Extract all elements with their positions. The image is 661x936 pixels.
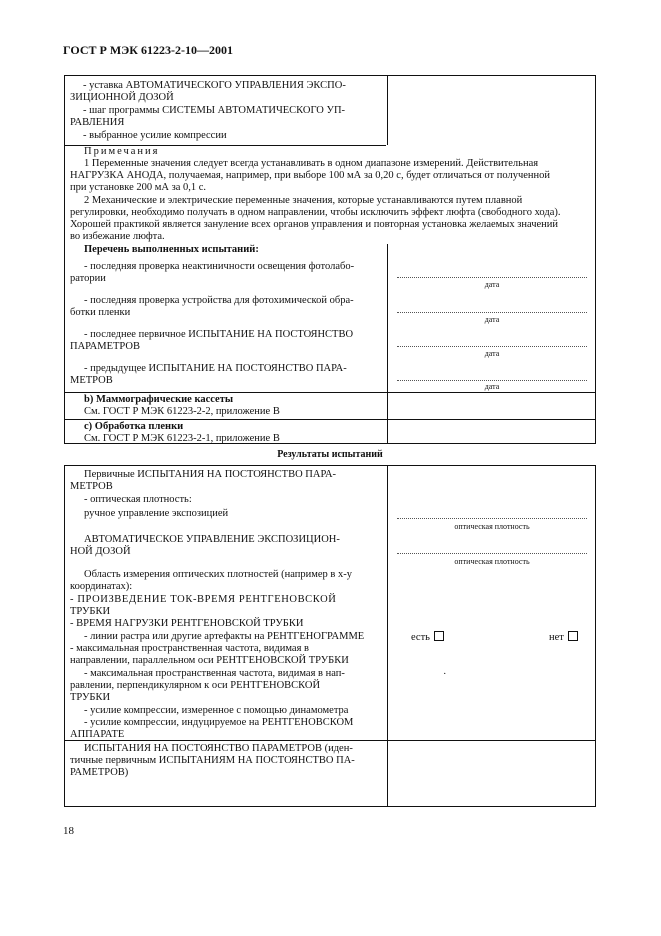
results-title: Результаты испытаний xyxy=(277,449,383,460)
notes-line-1: 1 Переменные значения следует всегда устанавливать в одном диапазоне измерений. Действительная xyxy=(84,158,539,169)
block1-line-5: - выбранное усилие компрессии xyxy=(83,130,227,141)
yes-checkbox[interactable] xyxy=(434,631,444,641)
no-option[interactable] xyxy=(549,631,578,644)
test-4-line-2: МЕТРОВ xyxy=(70,375,113,386)
block1-line-1: - уставка АВТОМАТИЧЕСКОГО УПРАВЛЕНИЯ ЭКСПО- xyxy=(83,80,346,91)
results-line-4: ручное управление экспозицией xyxy=(84,508,229,519)
notes-line-6: Хорошей практикой является зануление всех органов управления и повторная установка желаемых значений xyxy=(70,219,559,230)
results-line-9: - ПРОИЗВЕДЕНИЕ ТОК-ВРЕМЯ РЕНТГЕНОВСКОЙ xyxy=(70,594,337,605)
test-1-line-2: ратории xyxy=(70,273,106,284)
notes-line-3: при установке 200 мА за 0,1 с. xyxy=(70,182,207,193)
results-line-5: АВТОМАТИЧЕСКОЕ УПРАВЛЕНИЕ ЭКСПОЗИЦИОН- xyxy=(84,534,340,545)
test-3-line-2: ПАРАМЕТРОВ xyxy=(70,341,140,352)
notes-line-4: 2 Механические и электрические переменные значения, которые устанавливаются путем плавной xyxy=(84,195,523,206)
date-caption-2: дата xyxy=(484,315,500,324)
block1-line-3: - шаг программы СИСТЕМЫ АВТОМАТИЧЕСКОГО УП- xyxy=(83,105,346,116)
results-line-3: - оптическая плотность: xyxy=(84,494,192,505)
date-line-1 xyxy=(397,277,587,278)
final-line-3: РАМЕТРОВ) xyxy=(70,767,129,778)
density-line-2 xyxy=(397,553,587,554)
document-header: ГОСТ Р МЭК 61223-2-10—2001 xyxy=(63,43,233,57)
notes-line-7: во избежание люфта. xyxy=(70,231,165,242)
date-caption-4: дата xyxy=(484,382,500,391)
notes-heading: Примечания xyxy=(84,146,160,157)
results-line-8: координатах): xyxy=(70,581,133,592)
results-line-16: равлении, перпендикулярном к оси РЕНТГЕНОВСКОЙ xyxy=(70,680,321,691)
no-label: нет xyxy=(549,632,564,643)
cassettes-ref: См. ГОСТ Р МЭК 61223-2-2, приложение В xyxy=(84,406,280,417)
test-4-line-1: - предыдущее ИСПЫТАНИЕ НА ПОСТОЯНСТВО ПАРА- xyxy=(84,363,347,374)
final-row-top-line xyxy=(65,740,595,741)
block1-line-2: ЗИЦИОННОЙ ДОЗОЙ xyxy=(70,92,174,103)
results-line-18: - усилие компрессии, измеренное с помощью динамометра xyxy=(84,705,349,716)
upper-table xyxy=(64,75,596,444)
upper-table-divider-bottom xyxy=(387,244,388,443)
final-line-2: тичные первичным ИСПЫТАНИЯМ НА ПОСТОЯНСТВО ПА- xyxy=(70,755,355,766)
test-1-line-1: - последняя проверка неактиничности освещения фотолабо- xyxy=(84,261,355,272)
density-caption-1: оптическая плотность xyxy=(454,522,530,531)
date-caption-3: дата xyxy=(484,349,500,358)
results-line-13: - максимальная пространственная частота, видимая в xyxy=(70,643,309,654)
final-line-1: ИСПЫТАНИЯ НА ПОСТОЯНСТВО ПАРАМЕТРОВ (иден- xyxy=(84,743,353,754)
processing-ref: См. ГОСТ Р МЭК 61223-2-1, приложение В xyxy=(84,433,280,444)
date-line-4 xyxy=(397,380,587,381)
stray-dot: · xyxy=(443,669,447,680)
notes-line-5: регулировки, необходимо получать в одном направлении, чтобы исключить эффект люфта (свободного хода). xyxy=(70,207,561,218)
results-table xyxy=(64,465,596,807)
notes-line-2: НАГРУЗКА АНОДА, получаемая, например, при выборе 100 мА за 0,20 с, будет отличаться от полученной xyxy=(70,170,550,181)
cassettes-top-line xyxy=(65,392,595,393)
results-line-7: Область измерения оптических плотностей (например в x-y xyxy=(84,569,353,580)
results-line-15: - максимальная пространственная частота, видимая в нап- xyxy=(84,668,345,679)
density-line-1 xyxy=(397,518,587,519)
results-line-10: ТРУБКИ xyxy=(70,606,111,617)
tests-heading: Перечень выполненных испытаний: xyxy=(84,244,259,255)
processing-title: с) Обработка пленки xyxy=(84,421,184,432)
results-line-6: НОЙ ДОЗОЙ xyxy=(70,546,131,557)
yes-option[interactable] xyxy=(411,631,444,644)
test-2-line-2: ботки пленки xyxy=(70,307,131,318)
density-caption-2: оптическая плотность xyxy=(454,557,530,566)
results-table-divider xyxy=(387,466,388,806)
results-line-1: Первичные ИСПЫТАНИЯ НА ПОСТОЯНСТВО ПАРА- xyxy=(84,469,337,480)
results-line-2: МЕТРОВ xyxy=(70,481,113,492)
results-line-11: - ВРЕМЯ НАГРУЗКИ РЕНТГЕНОВСКОЙ ТРУБКИ xyxy=(70,618,304,629)
test-2-line-1: - последняя проверка устройства для фотохимической обра- xyxy=(84,295,354,306)
date-line-3 xyxy=(397,346,587,347)
page-number: 18 xyxy=(63,825,74,837)
date-caption-1: дата xyxy=(484,280,500,289)
no-checkbox[interactable] xyxy=(568,631,578,641)
yes-label: есть xyxy=(411,632,430,643)
results-line-19: - усилие компрессии, индуцируемое на РЕНТГЕНОВСКОМ xyxy=(84,717,354,728)
date-line-2 xyxy=(397,312,587,313)
results-line-17: ТРУБКИ xyxy=(70,692,111,703)
results-line-14: направлении, параллельном оси РЕНТГЕНОВСКОЙ ТРУБКИ xyxy=(70,655,349,666)
cassettes-title: b) Маммографические кассеты xyxy=(84,394,234,405)
processing-top-line xyxy=(65,419,595,420)
test-3-line-1: - последнее первичное ИСПЫТАНИЕ НА ПОСТОЯНСТВО xyxy=(84,329,354,340)
results-line-12: - линии растра или другие артефакты на РЕНТГЕНОГРАММЕ xyxy=(84,631,365,642)
block1-line-4: РАВЛЕНИЯ xyxy=(70,117,125,128)
results-line-20: АППАРАТЕ xyxy=(70,729,125,740)
